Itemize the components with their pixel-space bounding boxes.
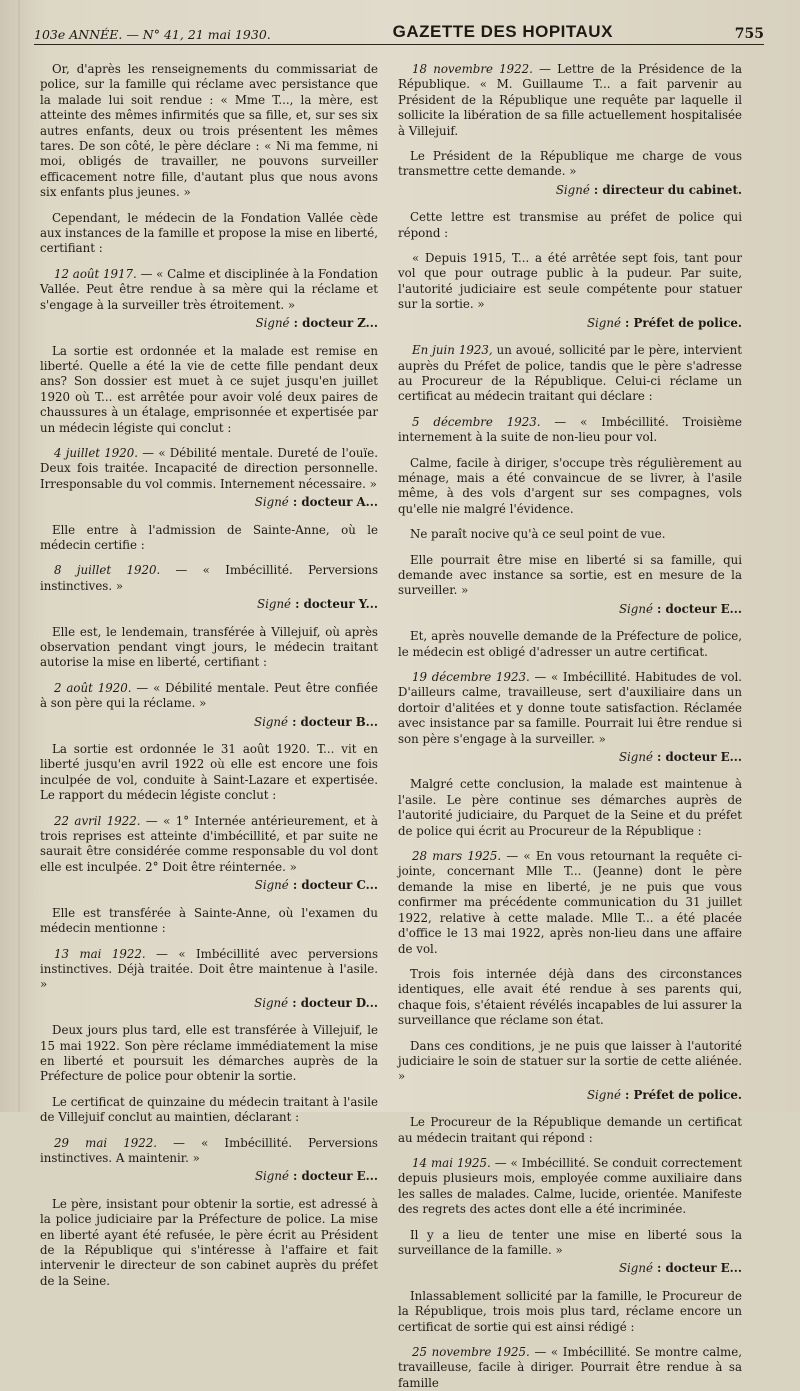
dated-entry — [40, 947, 378, 993]
page-fold-shadow — [18, 0, 20, 1112]
paragraph: Le Procureur de la République demande un certificat au médecin traitant qui répond : — [398, 1115, 742, 1145]
signature-text: : docteur D... — [288, 995, 378, 1010]
entry-text: — « Imbécillité. Se montre calme, travailleuse, facile à diriger. Pourrait être rendue à sa famille — [398, 1345, 742, 1390]
dated-entry — [40, 1136, 378, 1167]
signature-line — [398, 1088, 742, 1103]
signature-label: Signé — [618, 601, 653, 616]
paragraph: La sortie est ordonnée et la malade est remise en liberté. Quelle a été la vie de cette fille pendant deux ans? Son dossier est muet à ce sujet jusqu'en juillet 1920 où T... est arrêtée pour avoir volé deux paires de chaussures à un étalage, emprisonnée et expertisée par un médecin légiste qui conclut : — [40, 343, 378, 435]
dated-entry — [40, 446, 378, 492]
signature-text: : Préfet de police. — [620, 315, 742, 330]
signature-label: Signé — [586, 1087, 621, 1102]
paragraph: La sortie est ordonnée le 31 août 1920. T... vit en liberté jusqu'en avril 1922 où elle est encore une fois inculpée de vol, conduite à Saint-Lazare et expertisée. Le rapport du médecin légiste conclut : — [40, 742, 378, 803]
left-column — [40, 52, 379, 1288]
paragraph: Cependant, le médecin de la Fondation Vallée cède aux instances de la famille et propose la mise en liberté, certifiant : — [40, 210, 378, 256]
entry-text: — Lettre de la Présidence de la République. « M. Guillaume T... a fait parvenir au Président de la République une requête par laquelle il sollicite la libération de sa fille actuellement hospitalisée à Villejuif. — [398, 62, 742, 138]
paragraph: Le Président de la République me charge de vous transmettre cette demande. » — [398, 149, 742, 179]
entry-text: — « Imbécillité. Habitudes de vol. D'ailleurs calme, travailleuse, sert d'auxiliaire dans un dortoir d'alitées et y donne toute satisfaction. Réclamée avec insistance par sa famille. Pourrait lui être rendue si son père s'engage à la surveiller. » — [398, 670, 743, 746]
paragraph: Deux jours plus tard, elle est transférée à Villejuif, le 15 mai 1922. Son père réclame immédiatement la mise en liberté et poursuit les démarches auprès de la Préfecture de police pour obtenir la sortie. — [40, 1023, 378, 1084]
paragraph: Trois fois internée déjà dans des circonstances identiques, elle avait été rendue à ses parents qui, chaque fois, s'étaient révélés incapables de lui assurer la surveillance que réclame son état. — [398, 966, 742, 1028]
paragraph: Cette lettre est transmise au préfet de police qui répond : — [398, 210, 742, 240]
signature-line — [398, 750, 742, 765]
dated-entry — [398, 343, 742, 405]
paragraph: Ne paraît nocive qu'à ce seul point de vue. — [410, 527, 666, 542]
entry-text: — « Imbécillité. Perversions instinctives. » — [40, 563, 378, 593]
entry-date: 18 novembre 1922. — [412, 62, 533, 76]
signature-line — [40, 878, 378, 893]
signature-text: : docteur E... — [288, 1169, 378, 1184]
paragraph: Il y a lieu de tenter une mise en liberté sous la surveillance de la famille. » — [398, 1227, 742, 1257]
entry-text: — « Imbécillité avec perversions instinctives. Déjà traitée. Doit être maintenue à l'asile. » — [40, 946, 378, 992]
dated-entry — [398, 849, 742, 957]
signature-label: Signé — [257, 597, 292, 612]
entry-date: 8 juillet 1920. — [54, 563, 161, 578]
entry-text: — « Imbécillité. Se conduit correctement depuis plusieurs mois, employée comme auxiliaire dans les salles de malades. Calme, lucide, orientée. Manifeste des regrets des actes dont elle a été incriminée. — [398, 1155, 742, 1217]
entry-date: 29 mai 1922. — [54, 1135, 158, 1150]
entry-date: 22 avril 1922. — [54, 813, 141, 828]
signature-label: Signé — [254, 1169, 289, 1184]
entry-date: 12 août 1917. — [54, 266, 137, 281]
signature-label: Signé — [253, 714, 288, 729]
signature-line — [40, 495, 378, 510]
signature-line — [40, 597, 378, 612]
entry-date: 13 mai 1922. — [54, 946, 146, 961]
right-column — [398, 52, 743, 1390]
signature-text: : docteur E... — [652, 1261, 742, 1276]
signature-label: Signé — [618, 750, 653, 765]
paragraph: Dans ces conditions, je ne puis que laisser à l'autorité judiciaire le soin de statuer sur la sortie de cette aliénée. » — [398, 1038, 742, 1084]
dated-entry — [398, 1156, 742, 1218]
paragraph: Or, d'après les renseignements du commissariat de police, sur la famille qui réclame avec persistance que la malade lui soit rendue : « Mme T..., la mère, est atteinte des mêmes infirmités que sa fille, et, sur ses six autres enfants, deux ou trois présentent les mêmes tares. De son côté, le père déclare : « Ni ma femme, ni moi, obligés de travailler, ne pouvons surveiller efficacement notre fille, d'autant plus que nous avons six enfants plus jeunes. » — [40, 62, 378, 200]
signature-label: Signé — [555, 182, 590, 197]
dated-entry — [398, 1345, 742, 1391]
signature-line — [40, 996, 378, 1011]
entry-text: — « Débilité mentale. Dureté de l'ouïe. Deux fois traitée. Incapacité de direction personnelle. Irresponsable du vol commis. Internement nécessaire. » — [40, 445, 378, 491]
signature-text: : docteur A... — [288, 495, 378, 510]
paragraph: Elle pourrait être mise en liberté si sa famille, qui demande avec instance sa sortie, est en mesure de la surveiller. » — [398, 552, 742, 598]
entry-date: 25 novembre 1925. — [412, 1345, 530, 1360]
entry-date: 14 mai 1925. — [412, 1155, 491, 1170]
signature-label: Signé — [618, 1261, 653, 1276]
paragraph: Calme, facile à diriger, s'occupe très régulièrement au ménage, mais a été convaincue de se livrer, à l'asile même, à des vols d'argent sur ses compagnes, vols qu'elle nie malgré l'évidence. — [398, 455, 742, 516]
paragraph: Elle est transférée à Sainte-Anne, où l'examen du médecin mentionne : — [40, 905, 378, 936]
signature-text: : docteur B... — [287, 714, 378, 729]
entry-text: un avoué, sollicité par le père, intervient auprès du Préfet de police, tandis que le père s'adresse au Procureur de la République. Celui-ci réclame un certificat au médecin traitant qui déclare : — [398, 343, 742, 404]
entry-text: — « Débilité mentale. Peut être confiée à son père qui la réclame. » — [40, 680, 378, 711]
signature-line — [398, 316, 742, 331]
entry-date: 5 décembre 1923. — [412, 414, 541, 429]
entry-date: 2 août 1920. — [54, 680, 132, 695]
signature-text: : docteur E... — [652, 750, 742, 765]
entry-text: — « En vous retournant la requête ci-jointe, concernant Mlle T... (Jeanne) dont le père demande la mise en liberté, je ne puis que vous confirmer ma précédente communication du 31 juillet 1922, relative à cette malade. Mlle T... a été placée d'office le 13 mai 1922, après non-lieu dans une affaire de vol. — [398, 849, 742, 956]
issue-line: 103e ANNÉE. — N° 41, 21 mai 1930. — [34, 27, 271, 42]
entry-text: — « Imbécillité. Troisième internement à la suite de non-lieu pour vol. — [398, 414, 742, 445]
dated-entry — [398, 251, 742, 313]
dated-entry — [398, 670, 742, 747]
entry-date: En juin 1923, — [412, 343, 493, 358]
page-number: 755 — [734, 26, 764, 42]
paragraph: Le certificat de quinzaine du médecin traitant à l'asile de Villejuif conclut au maintien, déclarant : — [40, 1094, 378, 1125]
entry-text: — « Calme et disciplinée à la Fondation Vallée. Peut être rendue à sa mère qui la réclame et s'engage à la surveiller très étroitement. » — [40, 266, 379, 312]
dated-entry — [40, 267, 378, 313]
signature-text: : docteur C... — [288, 878, 378, 893]
signature-text: : docteur E... — [652, 601, 742, 616]
signature-line — [40, 1169, 378, 1184]
paragraph: Malgré cette conclusion, la malade est maintenue à l'asile. Le père continue ses démarches auprès de l'autorité judiciaire, du Parquet de la Seine et du préfet de police qui écrit au Procureur de la République : — [398, 777, 742, 838]
signature-label: Signé — [586, 315, 621, 330]
header-rule — [34, 44, 764, 45]
publication-title: GAZETTE DES HOPITAUX — [392, 22, 613, 41]
entry-date: 4 juillet 1920. — [54, 445, 139, 460]
signature-text: : Préfet de police. — [620, 1087, 742, 1102]
entry-date: 28 mars 1925. — [412, 849, 502, 864]
signature-line — [398, 602, 742, 617]
dated-entry — [398, 415, 742, 446]
signature-label: Signé — [254, 495, 289, 510]
paragraph: Le père, insistant pour obtenir la sortie, est adressé à la police judiciaire par la Préfecture de police. La mise en liberté ayant été refusée, le père écrit au Président de la République qui s'intéresse à l'affaire et fait intervenir le directeur de son cabinet auprès du préfet de la Seine. — [40, 1196, 378, 1288]
dated-entry — [40, 563, 378, 594]
signature-line — [40, 316, 378, 331]
dated-entry — [40, 814, 378, 876]
dated-entry — [40, 681, 378, 712]
signature-text: : docteur Y... — [291, 597, 378, 612]
signature-label: Signé — [255, 316, 290, 331]
entry-text: « Depuis 1915, T... a été arrêtée sept fois, tant pour vol que pour outrage public à la pudeur. Par suite, l'autorité judiciaire est seule compétente pour statuer sur la sortie. » — [398, 251, 742, 312]
signature-label: Signé — [254, 995, 289, 1010]
paragraph: Elle entre à l'admission de Sainte-Anne, où le médecin certifie : — [40, 522, 378, 552]
paragraph: Et, après nouvelle demande de la Préfecture de police, le médecin est obligé d'adresser un autre certificat. — [398, 629, 742, 659]
page-header — [34, 16, 764, 42]
paragraph: Inlassablement sollicité par la famille, le Procureur de la République, trois mois plus tard, réclame encore un certificat de sortie qui est ainsi rédigé : — [398, 1288, 742, 1334]
signature-text: : docteur Z... — [289, 316, 378, 331]
dated-entry — [398, 62, 742, 139]
signature-label: Signé — [254, 878, 289, 893]
signature-text: : directeur du cabinet. — [589, 182, 742, 197]
paragraph: Elle est, le lendemain, transférée à Villejuif, où après observation pendant vingt jours, le médecin traitant autorise la mise en liberté, certifiant : — [40, 624, 378, 670]
entry-text: — « 1° Internée antérieurement, et à trois reprises est atteinte d'imbécillité, et par suite ne saurait être considérée comme responsable du vol dont elle est inculpée. 2° Doit être réinternée. » — [40, 813, 378, 874]
entry-date: 19 décembre 1923. — [412, 670, 530, 684]
signature-line — [398, 1261, 742, 1276]
signature-line — [40, 715, 378, 730]
signature-line — [398, 183, 742, 198]
entry-text: — « Imbécillité. Perversions instinctives. A maintenir. » — [40, 1135, 378, 1165]
